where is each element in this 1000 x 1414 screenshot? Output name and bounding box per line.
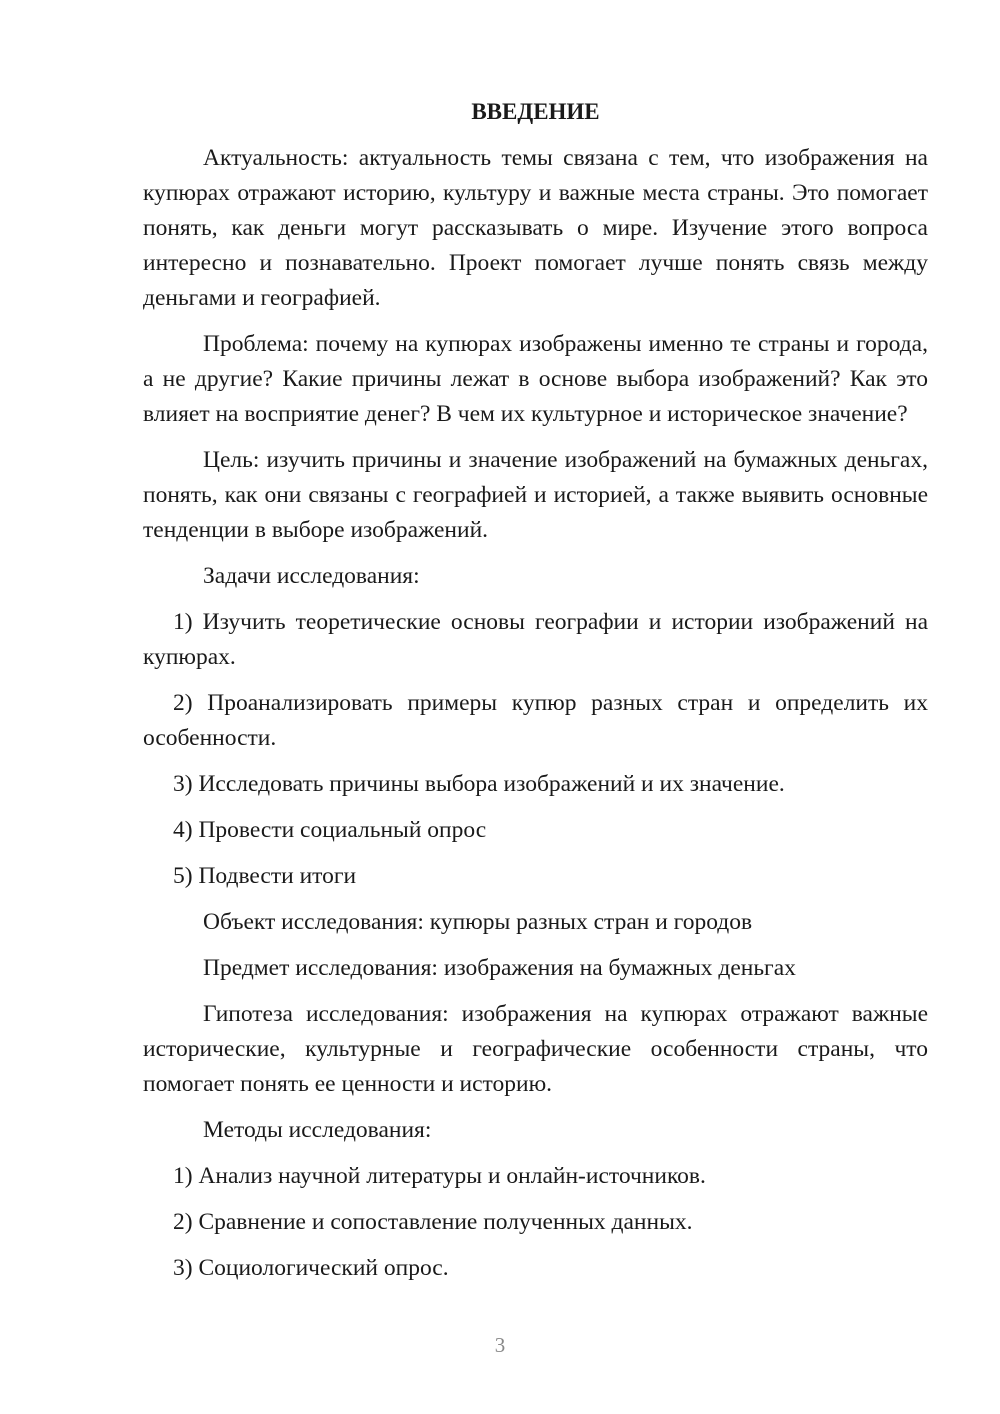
hypothesis-paragraph: Гипотеза исследования: изображения на купюрах отражают важные исторические, культурные и географические особенности страны, что помогает понять ее ценности и историю. [143, 1001, 928, 1097]
research-subject: Предмет исследования: изображения на бумажных деньгах [203, 955, 796, 981]
task-item: 3) Исследовать причины выбора изображений и их значение. [173, 771, 785, 797]
tasks-heading: Задачи исследования: [203, 563, 420, 589]
method-item: 2) Сравнение и сопоставление полученных данных. [173, 1209, 693, 1235]
task-item: 1) Изучить теоретические основы географии и истории изображений на купюрах. [143, 609, 928, 670]
page-content [143, 94, 928, 1297]
task-item: 2) Проанализировать примеры купюр разных стран и определить их особенности. [143, 690, 928, 751]
task-item: 5) Подвести итоги [173, 863, 357, 889]
goal-paragraph: Цель: изучить причины и значение изображений на бумажных деньгах, понять, как они связаны с географией и историей, а также выявить основные тенденции в выборе изображений. [143, 447, 928, 543]
section-title: ВВЕДЕНИЕ [471, 99, 600, 124]
page-number: 3 [494, 1333, 506, 1357]
method-item: 1) Анализ научной литературы и онлайн-источников. [173, 1163, 706, 1189]
methods-heading: Методы исследования: [203, 1117, 432, 1143]
research-object: Объект исследования: купюры разных стран и городов [203, 909, 753, 935]
task-item: 4) Провести социальный опрос [173, 817, 487, 843]
method-item: 3) Социологический опрос. [173, 1255, 449, 1281]
relevance-paragraph: Актуальность: актуальность темы связана с тем, что изображения на купюрах отражают историю, культуру и важные места страны. Это помогает понять, как деньги могут рассказывать о мире. Изучение этого вопроса интересно и познавательно. Проект помогает лучше понять связь между деньгами и географией. [143, 145, 928, 311]
problem-paragraph: Проблема: почему на купюрах изображены именно те страны и города, а не другие? Какие причины лежат в основе выбора изображений? Как это влияет на восприятие денег? В чем их культурное и историческое значение? [143, 331, 928, 427]
